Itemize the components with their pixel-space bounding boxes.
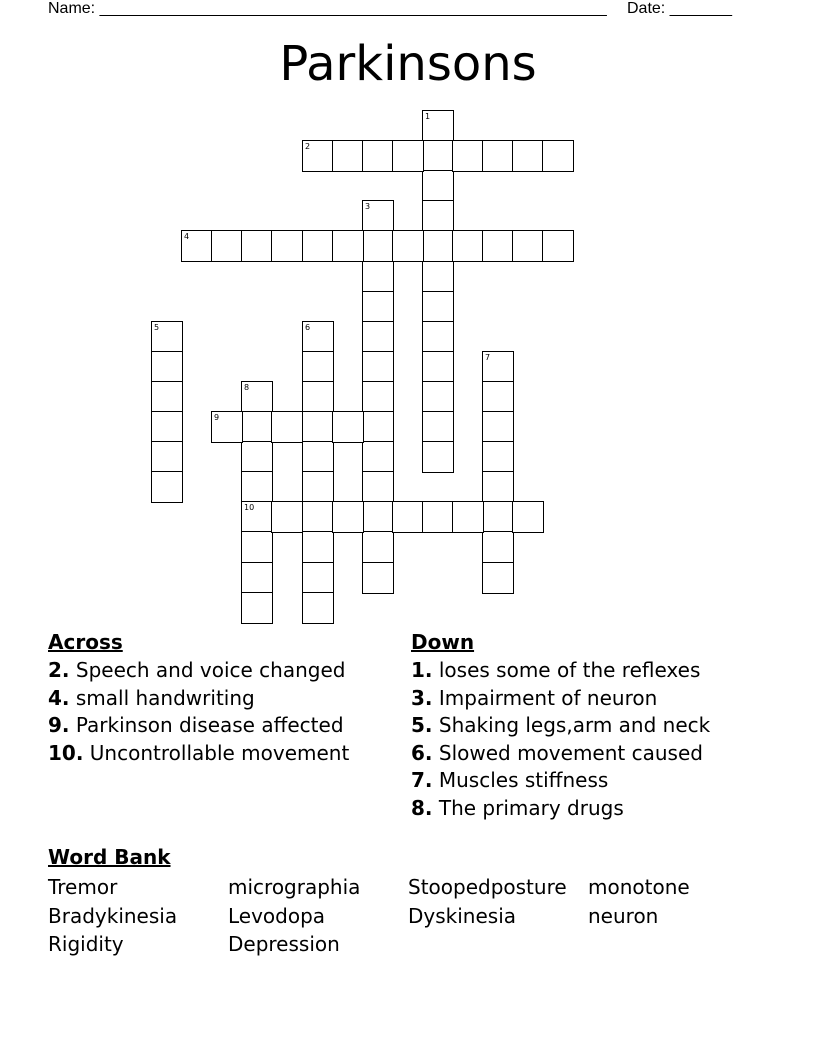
clue-number: 1. [411, 658, 433, 682]
crossword-cell[interactable] [151, 321, 183, 353]
clue-text: small handwriting [75, 685, 255, 710]
name-line: Name: _________________________________________________________ [48, 0, 607, 17]
crossword-cell[interactable] [271, 411, 303, 443]
clue-text: Impairment of neuron [438, 685, 658, 710]
crossword-cell[interactable] [302, 471, 334, 503]
cell-number: 1 [425, 112, 431, 121]
crossword-cell[interactable] [362, 531, 394, 563]
crossword-cell[interactable] [422, 411, 454, 443]
crossword-cell[interactable] [332, 230, 364, 262]
down-clue-1 [411, 657, 791, 685]
word-bank-word: micrographia [228, 875, 361, 899]
crossword-cell[interactable] [362, 351, 394, 383]
crossword-cell[interactable] [151, 471, 183, 503]
crossword-cell[interactable] [482, 230, 514, 262]
word-bank-word: Rigidity [48, 932, 124, 956]
crossword-cell[interactable] [362, 230, 394, 262]
crossword-cell[interactable] [482, 140, 514, 172]
clue-text: loses some of the reflexes [438, 658, 701, 682]
down-heading: Down [411, 630, 475, 654]
crossword-cell[interactable] [181, 230, 213, 262]
crossword-cell[interactable] [422, 441, 454, 473]
crossword-cell[interactable] [302, 230, 334, 262]
crossword-cell[interactable] [512, 501, 544, 533]
crossword-cell[interactable] [362, 411, 394, 443]
crossword-cell[interactable] [422, 261, 454, 293]
crossword-cell[interactable] [482, 411, 514, 443]
clue-number: 10. [48, 740, 84, 765]
crossword-cell[interactable] [362, 562, 394, 594]
down-clue-5 [411, 712, 791, 740]
down-clue-6 [411, 740, 791, 768]
cell-number: 3 [365, 202, 371, 211]
crossword-cell[interactable] [422, 501, 454, 533]
crossword-cell[interactable] [332, 411, 364, 443]
clue-number: 7. [411, 768, 433, 792]
crossword-cell[interactable] [362, 140, 394, 172]
across-heading: Across [48, 630, 123, 654]
cell-number: 4 [184, 232, 190, 241]
crossword-cell[interactable] [332, 501, 364, 533]
word-bank-word: Tremor [48, 875, 118, 899]
crossword-cell[interactable] [452, 501, 484, 533]
crossword-cell[interactable] [452, 140, 484, 172]
crossword-cell[interactable] [482, 471, 514, 503]
clue-number: 6. [411, 740, 433, 765]
down-clue-3 [411, 685, 791, 713]
clue-text: Muscles stiffness [438, 768, 609, 792]
crossword-cell[interactable] [392, 501, 424, 533]
crossword-cell[interactable] [422, 381, 454, 413]
down-clue-8 [411, 795, 791, 823]
crossword-cell[interactable] [241, 592, 273, 624]
crossword-cell[interactable] [392, 230, 424, 262]
clue-number: 4. [48, 685, 70, 710]
cell-number: 5 [154, 323, 160, 332]
cell-number: 10 [244, 503, 255, 512]
crossword-cell[interactable] [302, 501, 334, 533]
crossword-cell[interactable] [151, 351, 183, 383]
crossword-cell[interactable] [211, 230, 243, 262]
crossword-cell[interactable] [482, 501, 514, 533]
cell-number: 9 [214, 413, 220, 422]
word-bank-word: Bradykinesia [48, 903, 178, 928]
crossword-cell[interactable] [542, 140, 574, 172]
clue-number: 8. [411, 795, 433, 820]
crossword-cell[interactable] [362, 441, 394, 473]
across-clue-2 [48, 657, 388, 685]
page-title: Parkinsons [279, 36, 537, 92]
across-clues [48, 629, 388, 767]
crossword-cell[interactable] [302, 351, 334, 383]
clue-number: 9. [48, 713, 70, 737]
crossword-cell[interactable] [542, 230, 574, 262]
clue-text: Slowed movement caused [438, 740, 703, 765]
crossword-cell[interactable] [241, 562, 273, 594]
crossword-cell[interactable] [422, 351, 454, 383]
crossword-cell[interactable] [241, 471, 273, 503]
crossword-cell[interactable] [241, 411, 273, 443]
crossword-cell[interactable] [482, 441, 514, 473]
word-bank-word: monotone [588, 875, 690, 899]
across-clue-4 [48, 685, 388, 713]
word-bank-word: neuron [588, 903, 659, 928]
date-line: Date: _______ [627, 0, 732, 17]
crossword-cell[interactable] [271, 230, 303, 262]
crossword-cell[interactable] [302, 592, 334, 624]
crossword-cell[interactable] [422, 140, 454, 172]
clue-number: 2. [48, 658, 70, 682]
crossword-cell[interactable] [362, 291, 394, 323]
clue-text: Parkinson disease affected [75, 713, 344, 737]
cell-number: 2 [305, 142, 311, 151]
crossword-cell[interactable] [422, 291, 454, 323]
crossword-cell[interactable] [302, 441, 334, 473]
across-clue-9 [48, 712, 388, 740]
crossword-cell[interactable] [241, 230, 273, 262]
crossword-cell[interactable] [362, 200, 394, 232]
crossword-cell[interactable] [482, 381, 514, 413]
down-clues [411, 629, 791, 822]
crossword-cell[interactable] [482, 531, 514, 563]
crossword-cell[interactable] [362, 471, 394, 503]
word-bank-word: Levodopa [228, 903, 326, 928]
crossword-cell[interactable] [422, 321, 454, 353]
word-bank-word: Dyskinesia [408, 903, 517, 928]
clue-number: 5. [411, 713, 433, 737]
crossword-cell[interactable] [422, 200, 454, 232]
crossword-cell[interactable] [452, 230, 484, 262]
crossword-cell[interactable] [422, 230, 454, 262]
crossword-cell[interactable] [302, 140, 334, 172]
crossword-cell[interactable] [482, 351, 514, 383]
crossword-cell[interactable] [302, 321, 334, 353]
crossword-cell[interactable] [271, 501, 303, 533]
crossword-cell[interactable] [512, 230, 544, 262]
down-clue-7 [411, 767, 791, 795]
crossword-cell[interactable] [362, 381, 394, 413]
crossword-cell[interactable] [241, 501, 273, 533]
crossword-cell[interactable] [151, 411, 183, 443]
crossword-cell[interactable] [241, 381, 273, 413]
crossword-cell[interactable] [512, 140, 544, 172]
crossword-cell[interactable] [302, 531, 334, 563]
word-bank [48, 844, 768, 959]
crossword-cell[interactable] [332, 140, 364, 172]
cell-number: 8 [244, 383, 250, 392]
clue-text: The primary drugs [438, 795, 624, 820]
clue-text: Shaking legs,arm and neck [438, 713, 711, 737]
crossword-cell[interactable] [302, 411, 334, 443]
crossword-cell[interactable] [302, 562, 334, 594]
clue-text: Uncontrollable movement [89, 740, 350, 765]
crossword-cell[interactable] [241, 441, 273, 473]
crossword-cell[interactable] [362, 261, 394, 293]
word-bank-word: Depression [228, 932, 340, 956]
crossword-cell[interactable] [151, 381, 183, 413]
cell-number: 7 [485, 353, 491, 362]
word-bank-heading: Word Bank [48, 845, 171, 869]
crossword-cell[interactable] [302, 381, 334, 413]
crossword-cell[interactable] [362, 501, 394, 533]
crossword-cell[interactable] [362, 321, 394, 353]
cell-number: 6 [305, 323, 311, 332]
across-clue-10 [48, 740, 388, 768]
clue-number: 3. [411, 685, 433, 710]
clue-text: Speech and voice changed [75, 658, 346, 682]
word-bank-word: Stoopedposture [408, 875, 567, 899]
crossword-cell[interactable] [422, 110, 454, 142]
crossword-cell[interactable] [482, 562, 514, 594]
crossword-cell[interactable] [392, 140, 424, 172]
crossword-cell[interactable] [211, 411, 243, 443]
crossword-cell[interactable] [241, 531, 273, 563]
crossword-cell[interactable] [151, 441, 183, 473]
crossword-cell[interactable] [422, 170, 454, 202]
